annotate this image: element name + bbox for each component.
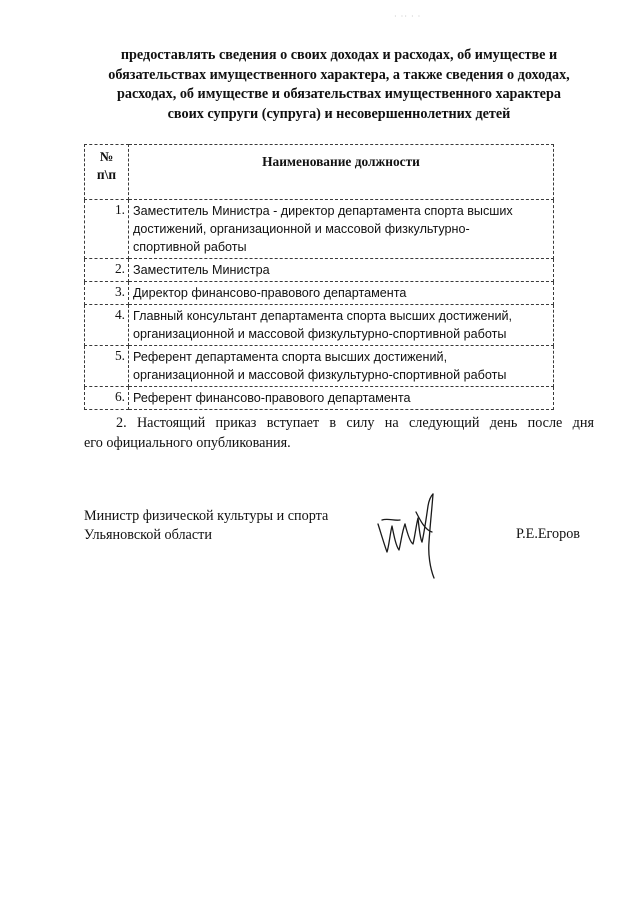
- table-row: [85, 282, 554, 305]
- row-number: 6.: [85, 387, 129, 410]
- clause-line: 2. Настоящий приказ вступает в силу на следующий день после дня: [116, 415, 594, 431]
- document-heading: [84, 46, 594, 124]
- row-number: 1.: [85, 200, 129, 259]
- table-row: [85, 200, 554, 259]
- heading-line: расходах, об имуществе и обязательствах имущественного характера: [117, 86, 561, 102]
- position-name: [129, 305, 554, 346]
- row-number: 2.: [85, 259, 129, 282]
- table-row: [85, 387, 554, 410]
- positions-table: [84, 144, 554, 410]
- number-header-line: №: [99, 149, 114, 164]
- position-line: организационной и массовой физкультурно-спортивной работы: [133, 327, 507, 341]
- signatory-title-line: Министр физической культуры и спорта: [84, 508, 329, 524]
- heading-line: предоставлять сведения о своих доходах и расходах, об имуществе и: [120, 47, 558, 63]
- clause-line: его официального опубликования.: [84, 435, 291, 451]
- position-line: Директор финансово-правового департамента: [133, 286, 407, 300]
- position-line: достижений, организационной и массовой физкультурно-: [133, 222, 470, 236]
- heading-line: обязательствах имущественного характера, а также сведения о доходах,: [108, 66, 570, 83]
- signatory-title-line: Ульяновской области: [84, 527, 212, 543]
- number-header-line: п\п: [96, 167, 117, 182]
- position-line: организационной и массовой физкультурно-спортивной работы: [133, 368, 507, 382]
- page-mark: · ·· · ·: [394, 12, 422, 21]
- position-name: [129, 259, 554, 282]
- position-line: Референт департамента спорта высших достижений,: [133, 350, 448, 364]
- effective-date-clause: [84, 413, 594, 453]
- handwritten-signature: [372, 490, 444, 580]
- position-line: спортивной работы: [133, 240, 247, 254]
- position-name: [129, 346, 554, 387]
- position-column-header: Наименование должности: [129, 145, 554, 200]
- number-column-header: [85, 145, 129, 200]
- position-name: [129, 387, 554, 410]
- position-line: Референт финансово-правового департамента: [133, 391, 411, 405]
- signer-name: Р.Е.Егоров: [516, 526, 580, 542]
- position-line: Главный консультант департамента спорта высших достижений,: [133, 309, 513, 323]
- table-row: [85, 346, 554, 387]
- heading-line: своих супруги (супруга) и несовершеннолетних детей: [167, 105, 511, 122]
- row-number: 4.: [85, 305, 129, 346]
- table-row: [85, 259, 554, 282]
- signatory-title: [84, 507, 328, 545]
- table-row: [85, 305, 554, 346]
- position-name: [129, 200, 554, 259]
- row-number: 3.: [85, 282, 129, 305]
- position-line: Заместитель Министра - директор департамента спорта высших: [133, 204, 513, 218]
- row-number: 5.: [85, 346, 129, 387]
- table-header-row: [85, 145, 554, 200]
- position-line: Заместитель Министра: [133, 263, 270, 277]
- position-name: [129, 282, 554, 305]
